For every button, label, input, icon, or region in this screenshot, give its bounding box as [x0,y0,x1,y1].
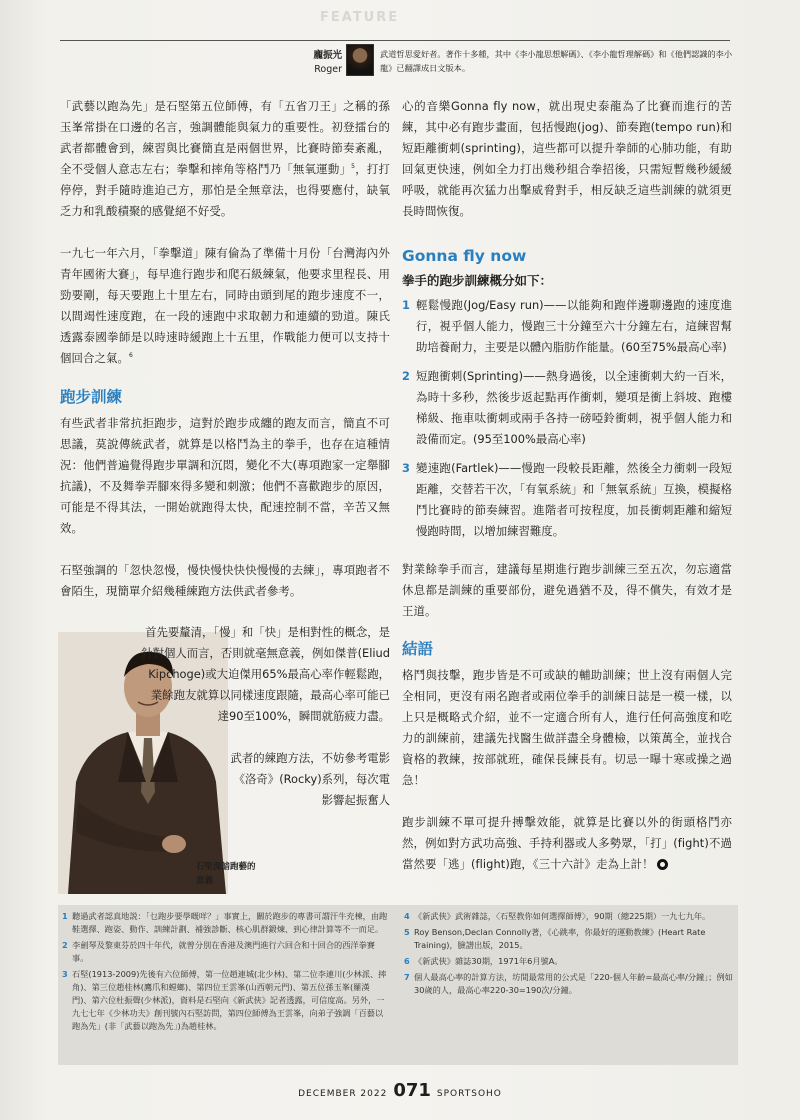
top-rule [60,40,730,41]
footnote: 3 石堅(1913-2009)先後有六位師傅，第一位趙連城(北少林)、第二位李連川(少林派、摔角)、第三位趙桂林(鷹爪和螳螂)、第四位王雲峯(山西朝元門)、第五位孫玉峯(羅漢門)、第六位杜振聲(少林派)，資料是石堅向《新武俠》記者透露，可信度高。另外，一九七七年《少林功夫》創刊號內石堅訪問，第四位師傅為王雲峯，向弟子強調「百藝以跑為先」(非「武藝以跑為先」)為趙桂林。 [62,969,387,1031]
footnotes-right [404,910,734,1000]
subheading: 拳手的跑步訓練概分如下： [402,273,553,288]
paragraph: 格鬥與技擊，跑步皆是不可或缺的輔助訓練；世上沒有兩個人完全相同，更沒有兩名跑者或兩位拳手的訓練日誌是一模一樣，以上只是概略式介紹，並不一定適合所有人，進行任何高強度和吃力的訓練前，建議先找醫生做詳盡全身體檢，以策萬全，並找合資格的教練，按部就班，確保長練長有。切忌一曝十寒或操之過急！ [402,668,732,787]
section-heading: Gonna fly now [402,247,527,265]
footnotes-left [62,910,388,1036]
paragraph: 首先要釐清，「慢」和「快」是相對性的概念，是針對個人而言，否則就毫無意義，例如傑普(Eliud Kipchoge)或大迫傑用65%最高心率作輕鬆跑，業餘跑友就算以同樣速度跟隨，最高心率可能已達90至100%，瞬間就筋疲力盡。 [141,625,390,723]
footnote: 1 聽過武者認真地説：「乜跑步要學嘅咩？」事實上，關於跑步的專書可謂汗牛充棟，由跑鞋選擇、跑姿、動作、訓練計劃、補強診斷、核心肌群鍛煉、到心律計算等不一而足。 [62,911,388,934]
page-folio [270,1080,530,1101]
author-photo [346,44,374,76]
paragraph: 對業餘拳手而言，建議每星期進行跑步訓練三至五次，勿忘適當休息都是訓練的重要部份，避免過猶不及，得不償失，有效才是王道。 [402,562,732,618]
author-bio: 武道哲思愛好者。著作十多種，其中《李小龍思想解碼》、《李小龍哲理解碼》和《他們認識的李小龍》已翻譯成日文版本。 [380,49,733,73]
paragraph: 「武藝以跑為先」是石堅第五位師傅，有「五省刀王」之稱的孫玉峯常掛在口邊的名言，強調體能與氣力的重要性。初登擂台的武者都體會到，練習與比賽簡直是兩個世界，比賽時節奏紊亂，全不受個人意志左右；拳擊和摔角等格鬥乃「無氧運動」$^5$，打打停停，對手隨時進迫己方，那怕是全無章法，也得要應付，缺氧乏力和乳酸積聚的感覺絕不好受。 [60,99,390,218]
list-item: 3 變速跑(Fartlek)——慢跑一段較長距離，然後全力衝刺一段短距離，交替若干次，「有氧系統」和「無氧系統」互換，模擬格鬥比賽時的節奏練習。進階者可按程度，加長衝刺距離和縮短慢跑時間，以增加練習難度。 [402,461,732,538]
paragraph: 心的音樂Gonna fly now，就出現史泰龍為了比賽而進行的苦練，其中必有跑步畫面，包括慢跑(jog)、節奏跑(tempo run)和短距離衝刺(sprinting)，這些都可以提升拳師的心肺功能，有助回氣更快速，例如全力打出幾秒組合拳招後，只需短暫幾秒緩緩呼吸，就能再次猛力出擊威脅對手，相反缺乏這些訓練的就須更長時間恢復。 [402,99,732,218]
footnote: 7 個人最高心率的計算方法，坊間最常用的公式是「220-個人年齡=最高心率/分鐘」；例如30歲的人，最高心率220-30=190次/分鐘。 [404,972,733,995]
footnote: 2 李劍琴及黎東芬於四十年代，就曾分別在香港及澳門進行六回合和十回合的西洋拳賽事。 [62,940,375,963]
section-heading: 跑步訓練 [60,388,123,406]
end-mark-icon [657,859,668,870]
list-item: 1 輕鬆慢跑(Jog/Easy run)——以能夠和跑伴邊聊邊跑的速度進行，視乎個人能力，慢跑三十分鐘至六十分鐘左右，這練習幫助培養耐力，主要是以體內脂肪作能量。(60至75%最高心率) [402,298,732,354]
wraparound-text [140,622,390,811]
list-item: 2 短跑衝刺(Sprinting)——熱身過後，以全速衝刺大約一百米，為時十多秒，然後步返起點再作衝刺，變項是衝上斜坡、跑樓梯級、拖車呔衝刺或兩手各持一磅啞鈴衝刺，視乎個人能力和設備而定。(95至100%最高心率) [402,369,732,446]
paragraph: 武者的練跑方法，不妨參考電影《洛奇》(Rocky)系列，每次電影響起振奮人 [230,751,390,807]
right-column [402,96,732,875]
page-number: 071 [393,1080,431,1101]
issue-month: DECEMBER 2022 [298,1089,388,1099]
section-heading: 結語 [402,640,434,658]
footnote: 6 《新武俠》雜誌30期，1971年6月號A。 [404,956,563,966]
left-column [60,96,390,602]
paragraph: 跑步訓練不單可提升搏擊效能，就算是比賽以外的街頭格鬥亦然，例如對方武功高強、手持利器或人多勢眾，「打」(fight)不過當然要「逃」(flight)跑，《三十六計》走為上計！ [402,815,732,871]
footnote: 4 《新武俠》武術雜誌，〈石堅教你如何選擇師傅〉，90期（總225期）一九七九年。 [404,911,711,921]
magazine-name: SPORTSOHO [436,1089,502,1099]
author-byline [300,47,342,75]
footnote: 5 Roy Benson,Declan Connolly著，《心跳率，你最好的運動教練》(Heart Rate Training)，臉譜出版，2015。 [404,927,706,950]
photo-caption: 石堅深諳跑藝的意義 [196,862,256,886]
paragraph: 石堅強調的「忽快忽慢，慢快慢快快快慢慢的去練」，專項跑者不會陌生，現簡單介紹幾種練跑方法供武者參考。 [60,563,390,598]
author-name-cn: 龐振光 [313,50,342,61]
author-name-en: Roger [314,64,342,75]
paragraph: 有些武者非常抗拒跑步，這對於跑步成纏的跑友而言，簡直不可思議，莫說傳統武者，就算是以格鬥為主的拳手，也存在這種情況：他們普遍覺得跑步單調和沉悶，變化不大(專項跑家一定舉腳抗議)，不及舞拳弄腳來得多變和刺激；他們不喜歡跑步的原因，可能是不得其法，一開始就跑得太快，配速控制不當，辛苦又無效。 [60,416,390,535]
ghost-section-header: FEATURE [320,10,400,25]
paragraph: 一九七一年六月，「拳擊道」陳有倫為了準備十月份「台灣海內外青年國術大賽」，每早進行跑步和爬石級練氣，他要求里程長、用勁要剛，每天要跑上十里左右，同時由頭到尾的跑步速度不一，以間竭性速度跑，在一段的速跑中求取韌力和連續的勁道。陳氏透露泰國拳師是以時速時緩跑上十五里，作戰能力便可以支持十個回合之氣。$^6$ [60,246,390,365]
